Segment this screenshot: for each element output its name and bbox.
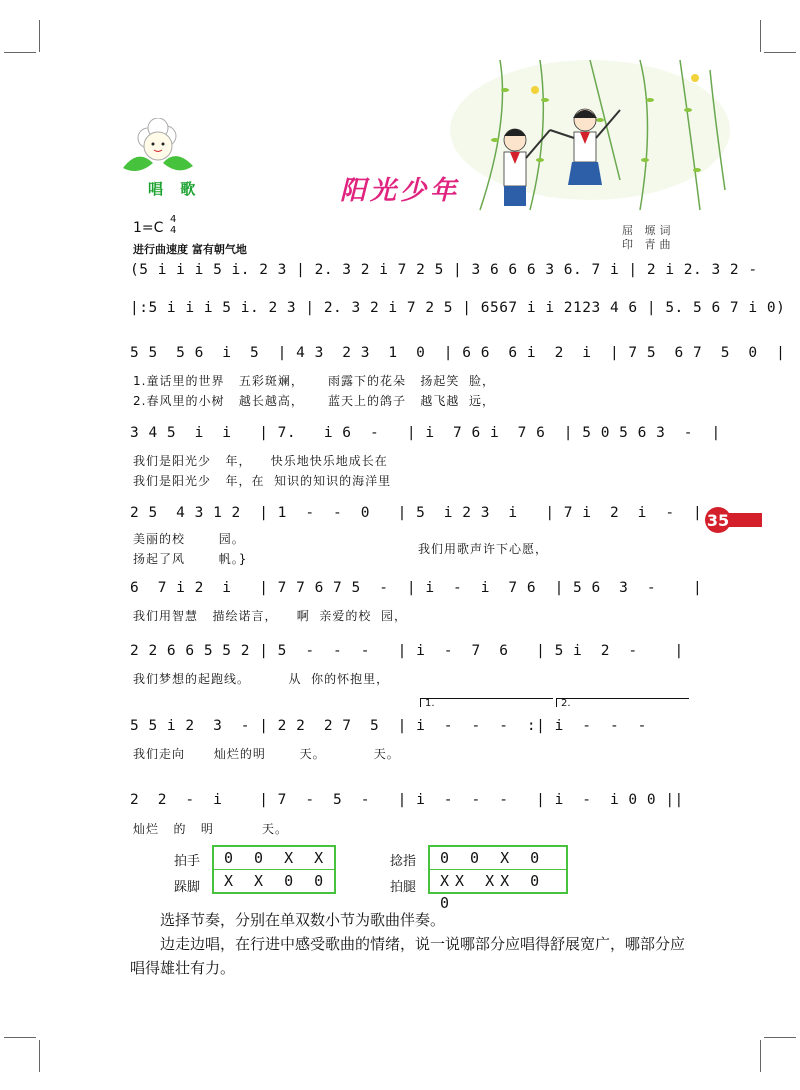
crop-mark [39,1040,40,1072]
lyric-row-1-verse-1: 1.童话里的世界 五彩斑斓， 雨露下的花朵 扬起笑 脸， [133,374,496,388]
snap-rhythm: 0 0 X 0 [430,847,566,870]
score-intro-line-2: |:5 i i i 5 i. 2 3 | 2. 3 2 i 7 2 5 | 6567 i i 2123 4 6 | 5. 5 6 7 i 0) [130,300,786,316]
lyricist-credit: 屈 塬词 [622,224,675,237]
score-row-2: 3 4 5 i i | 7. i 6 - | i 7 6 i 7 6 | 5 0 5 6 3 - | [130,425,721,441]
score-row-3: 2 5 4 3 1 2 | 1 - - 0 | 5 i 2 3 i | 7 i 2 i - | [130,505,703,521]
score-row-4: 6 7 i 2 i | 7 7 6 7 5 - | i - i 7 6 | 5 6 3 - | [130,580,703,596]
pat-label: 拍腿 [390,880,417,895]
lyric-row-4: 我们用智慧 描绘诺言， 啊 亲爱的校 园， [133,609,407,623]
crop-mark [764,1037,796,1038]
page-number: 35 [706,511,730,530]
time-signature-bottom: 4 [170,225,177,236]
children-willow-illustration [440,60,730,220]
stomp-label: 跺脚 [174,880,201,895]
pat-rhythm: XX XX 0 0 [440,872,546,912]
lyric-row-2-verse-2: 我们是阳光少 年，在 知识的知识的海洋里 [133,474,392,488]
instruction-2: 边走边唱，在行进中感受歌曲的情绪，说一说哪部分应唱得舒展宽广，哪部分应唱得雄壮有力。 [130,935,686,977]
rhythm-box-clap-stomp [212,845,336,894]
crop-mark [4,52,36,53]
score-intro-line-1: (5 i i i 5 i. 2 3 | 2. 3 2 i 7 2 5 | 3 6 6 6 3 6. 7 i | 2 i 2. 3 2 - [130,262,758,278]
first-ending-bracket [420,698,553,707]
composer-credit: 印 青曲 [622,238,675,251]
instruction-1: 选择节奏，分别在单双数小节为歌曲伴奏。 [160,911,446,929]
rhythm-box-snap-pat [428,845,568,912]
key-signature: 1=C [133,220,164,236]
time-signature [170,214,176,236]
page-number-tab [700,507,762,533]
clap-label: 拍手 [174,854,201,869]
stomp-rhythm: X X 0 0 [224,872,330,890]
score-row-6: 5 5 i 2 3 - | 2 2 2 7 5 | i - - - :| i - - - [130,718,647,734]
song-title: 阳光少年 [340,176,461,206]
lyric-row-3-refrain: 我们用歌声许下心愿， [418,542,549,556]
lyric-row-6: 我们走向 灿烂的明 天。 天。 [133,747,400,761]
section-label: 唱 歌 [148,180,202,198]
score-row-1: 5 5 5 6 i 5 | 4 3 2 3 1 0 | 6 6 6 i 2 i | 7 5 6 7 5 0 | [130,345,786,361]
snap-label: 捻指 [390,854,417,869]
second-ending-bracket [556,698,689,707]
second-ending-label: 2. [561,698,571,709]
flower-mascot-icon [118,118,198,180]
tempo-marking: 进行曲速度 富有朝气地 [133,243,247,256]
score-row-7: 2 2 - i | 7 - 5 - | i - - - | i - i 0 0 || [130,792,684,808]
time-signature-top: 4 [170,214,177,225]
crop-mark [4,1037,36,1038]
score-row-5: 2 2 6 6 5 5 2 | 5 - - - | i - 7 6 | 5 i 2 - | [130,643,684,659]
crop-mark [764,52,796,53]
lyric-row-1-verse-2: 2.春风里的小树 越长越高， 蓝天上的鸽子 越飞越 远， [133,394,496,408]
lyric-row-5: 我们梦想的起跑线。 从 你的怀抱里， [133,672,390,686]
clap-rhythm: 0 0 X X [214,847,334,870]
crop-mark [39,20,40,52]
lyric-row-7: 灿烂 的 明 天。 [133,822,289,836]
lyric-row-2-verse-1: 我们是阳光少 年， 快乐地快乐地成长在 [133,454,388,468]
crop-mark [760,1040,761,1072]
first-ending-label: 1. [425,698,435,709]
lyric-row-3-verse-1: 美丽的校 园。 [133,532,245,546]
lyric-row-3-verse-2: 扬起了风 帆。} [133,552,248,566]
crop-mark [760,20,761,52]
